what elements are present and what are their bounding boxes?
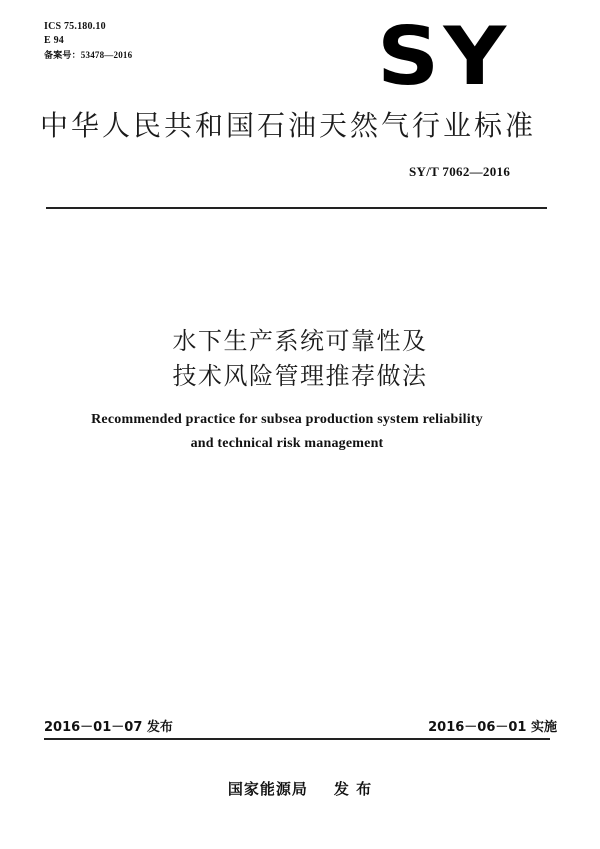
header-divider: [46, 207, 547, 209]
title-cn-line1: 水下生产系统可靠性及: [172, 327, 428, 355]
title-en-line1: Recommended practice for subsea production system reliability: [91, 412, 483, 427]
publisher: [0, 778, 600, 799]
issuer-title: 中华人民共和国石油天然气行业标准: [40, 109, 537, 142]
ics-code: ICS 75.180.10: [44, 21, 106, 32]
record-number: 备案号：53478—2016: [44, 50, 133, 60]
classification-code: E 94: [44, 35, 64, 46]
title-cn-line2: 技术风险管理推荐做法: [172, 362, 428, 390]
standard-number: SY/T 7062—2016: [409, 164, 511, 179]
publisher-action: 发 布: [333, 780, 373, 798]
footer-divider: [44, 738, 550, 740]
sy-logo: SY: [377, 10, 511, 103]
effective-date: 2016－06－01 实施: [428, 720, 557, 735]
publisher-name: 国家能源局: [227, 780, 308, 798]
title-en-line2: and technical risk management: [190, 436, 384, 451]
issue-date: 2016－01－07 发布: [44, 720, 173, 735]
